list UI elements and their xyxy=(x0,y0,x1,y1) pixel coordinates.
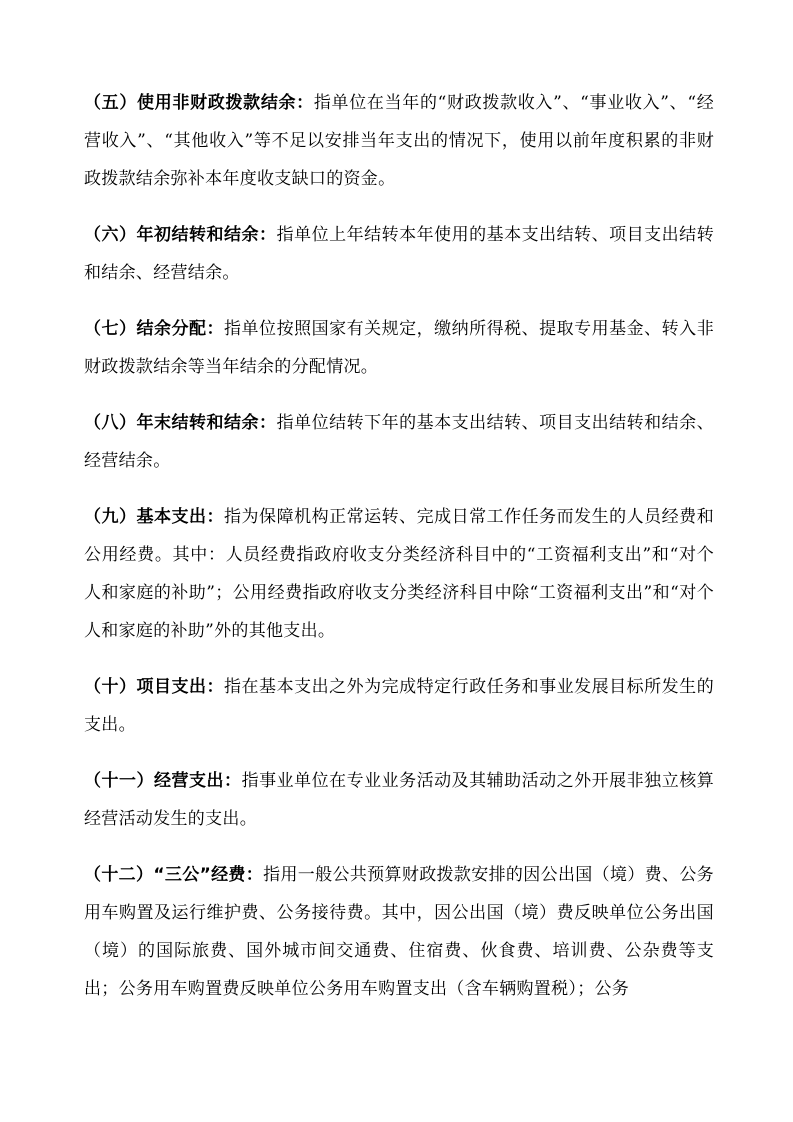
paragraph-section-5 xyxy=(84,84,714,198)
term-heading: （六）年初结转和结余： xyxy=(84,225,277,245)
term-heading: （十）项目支出： xyxy=(84,677,225,697)
term-definition: 指事业单位在专业业务活动及其辅助活动之外开展非独立核算经营活动发生的支出。 xyxy=(84,771,715,829)
term-definition: 指单位上年结转本年使用的基本支出结转、项目支出结转和结余、经营结余。 xyxy=(84,225,714,283)
term-definition: 指为保障机构正常运转、完成日常工作任务而发生的人员经费和公用经费。其中：人员经费指政府收支分类经济科目中的“工资福利支出”和“对个人和家庭的补助”；公用经费指政府收支分类经济科目中除“工资福利支出”和“对个人和家庭的补助”外的其他支出。 xyxy=(84,507,714,641)
term-heading: （八）年末结转和结余： xyxy=(84,413,277,433)
paragraph-section-11 xyxy=(84,762,714,838)
document-body xyxy=(84,84,714,1026)
term-heading: （十一）经营支出： xyxy=(84,771,242,791)
paragraph-section-12 xyxy=(84,856,714,1008)
paragraph-section-8 xyxy=(84,404,714,480)
paragraph-section-7 xyxy=(84,310,714,386)
paragraph-section-10 xyxy=(84,668,714,744)
term-definition: 指单位在当年的“财政拨款收入”、“事业收入”、“经营收入”、“其他收入”等不足以安排当年支出的情况下，使用以前年度积累的非财政拨款结余弥补本年度收支缺口的资金。 xyxy=(84,93,714,189)
term-definition: 指单位按照国家有关规定，缴纳所得税、提取专用基金、转入非财政拨款结余等当年结余的分配情况。 xyxy=(84,319,714,377)
paragraph-section-9 xyxy=(84,498,714,650)
term-heading: （五）使用非财政拨款结余： xyxy=(84,93,314,113)
term-heading: （七）结余分配： xyxy=(84,319,225,339)
term-definition: 指单位结转下年的基本支出结转、项目支出结转和结余、经营结余。 xyxy=(84,413,714,471)
paragraph-section-6 xyxy=(84,216,714,292)
term-heading: （九）基本支出： xyxy=(84,507,225,527)
term-definition: 指用一般公共预算财政拨款安排的因公出国（境）费、公务用车购置及运行维护费、公务接待费。其中，因公出国（境）费反映单位公务出国（境）的国际旅费、国外城市间交通费、住宿费、伙食费、培训费、公杂费等支出；公务用车购置费反映单位公务用车购置支出（含车辆购置税）；公务 xyxy=(84,865,714,999)
term-heading: （十二）“三公”经费： xyxy=(84,865,264,885)
term-definition: 指在基本支出之外为完成特定行政任务和事业发展目标所发生的支出。 xyxy=(84,677,714,735)
